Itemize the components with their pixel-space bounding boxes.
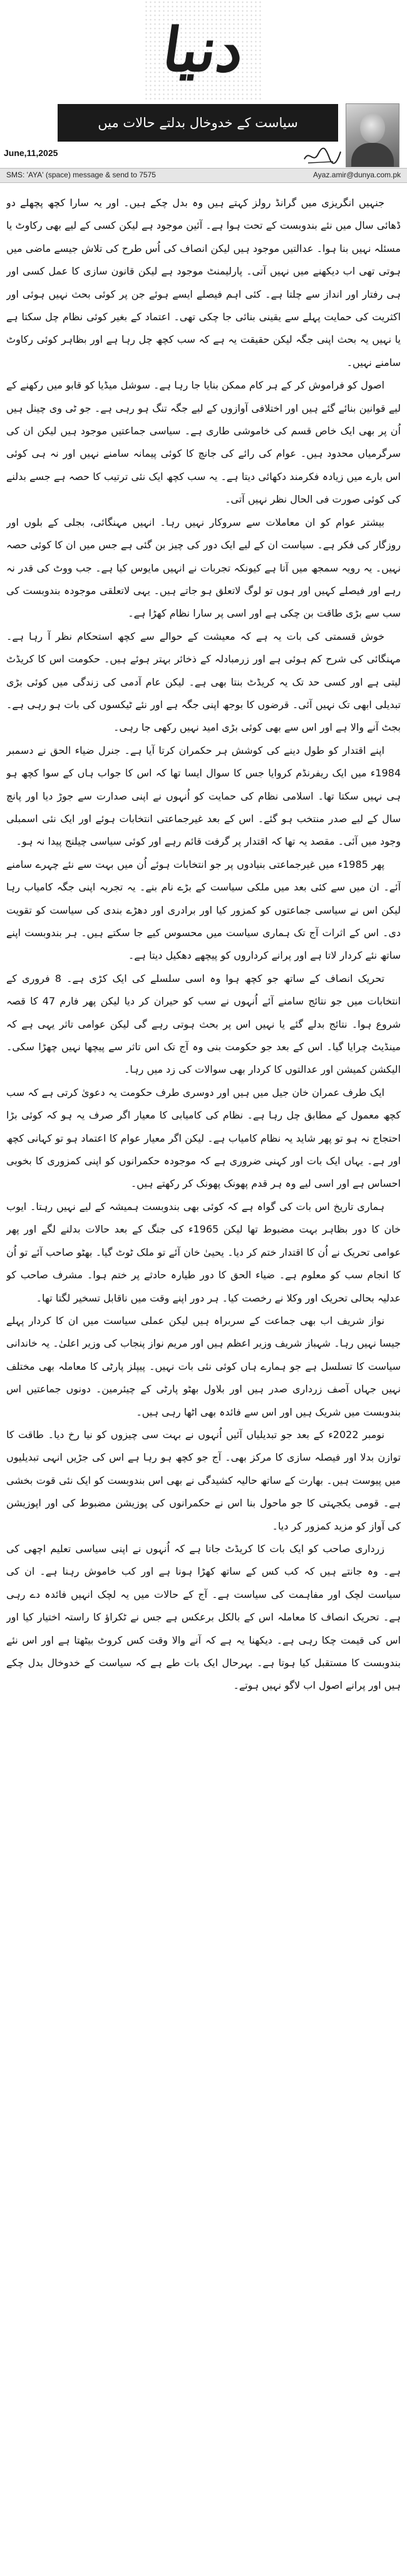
author-signature [302,145,343,167]
article-paragraph: خوش قسمتی کی بات یہ ہے کہ معیشت کے حوالے سے کچھ استحکام نظر آ رہا ہے۔ مہنگائی کی شرح کم ہوئی ہے اور زرمبادلہ کے ذخائر بہتر ہوئے ہیں۔ حکومت اس کا کریڈٹ لیتی ہے اور کسی حد تک یہ کریڈٹ بنتا بھی ہے۔ لیکن عام آدمی کی زندگی میں کوئی بڑی تبدیلی ابھی تک نہیں آئی۔ قرضوں کا بوجھ اپنی جگہ ہے اور نئے ٹیکسوں کی بات ہو رہی ہے۔ بجٹ آنے والا ہے اور اس سے بھی کوئی بڑی امید نہیں رکھی جا رہی۔ [6,630,401,734]
contact-bar [0,168,407,183]
article-paragraph: اصول کو فراموش کر کے ہر کام ممکن بنایا جا رہا ہے۔ سوشل میڈیا کو قابو میں رکھنے کے لیے قوانین بنائے گئے ہیں اور اختلافی آوازوں کے لیے جگہ تنگ ہو رہی ہے۔ جو ٹی وی چینل ہیں اُن پر بھی ایک خاص قسم کی خاموشی طاری ہے۔ سیاسی جماعتیں موجود ہیں لیکن ان کی سرگرمیاں محدود ہیں۔ عوام کی رائے کی جانچ کا کوئی پیمانہ سامنے نہیں اور نہ ہی کوئی اس بارے میں زیادہ فکرمند دکھائی دیتا ہے۔ یہ سب کچھ ایک نئی ترتیب کا حصہ ہے جسے بدلنے کی کوئی صورت فی الحال نظر نہیں آتی۔ [6,379,401,506]
author-photo-body [351,143,394,167]
column-title-banner [58,104,338,142]
logo-text: دنیا [158,14,249,85]
publish-date: June,11,2025 [4,148,58,158]
article-paragraph: پھر 1985ء میں غیرجماعتی بنیادوں پر جو انتخابات ہوئے اُن میں بہت سے نئے چہرے سامنے آئے۔ ان میں سے کئی بعد میں ملکی سیاست کے بڑے نام بنے۔ یہ تجربہ اپنی جگہ کامیاب رہا لیکن اس نے سیاسی جماعتوں کو کمزور کیا اور برادری اور دھڑے بندی کی سیاست کو تقویت دی۔ اس کے اثرات آج تک ہماری سیاست میں محسوس کیے جا سکتے ہیں۔ ہر بندوبست اپنے ساتھ نئے کردار لاتا ہے اور پرانے کرداروں کو پیچھے دھکیل دیتا ہے۔ [6,858,401,962]
article-paragraph: بیشتر عوام کو ان معاملات سے سروکار نہیں رہا۔ انہیں مہنگائی، بجلی کے بلوں اور روزگار کی فکر ہے۔ سیاست ان کے لیے ایک دور کی چیز بن گئی ہے جس میں ان کا کوئی حصہ نہیں۔ یہ رویہ سمجھ میں آتا ہے کیونکہ تجربات نے انہیں مایوس کیا ہے۔ جب ووٹ کی قدر نہ رہے اور فیصلے کہیں اور ہوں تو لوگ لاتعلق ہو جاتے ہیں۔ یہی لاتعلقی موجودہ بندوبست کی سب سے بڑی طاقت بن چکی ہے اور اسی پر سارا نظام کھڑا ہے۔ [6,516,401,620]
column-title: سیاست کے خدوخال بدلتے حالات میں [98,115,298,130]
article-paragraph: جنہیں انگریزی میں گرانڈ رولز کہتے ہیں وہ بدل چکے ہیں۔ اور یہ سارا کچھ پچھلے دو ڈھائی سال میں نئے بندوبست کے تحت ہوا ہے۔ آئین موجود ہے لیکن کسی کے لیے بھی رکاوٹ یا مسئلہ نہیں بنا ہوا۔ عدالتیں موجود ہیں لیکن انصاف کی اُس طرح کی تلاش جیسے ماضی میں ہوتی تھی اب دیکھنے میں نہیں آتی۔ پارلیمنٹ موجود ہے لیکن قانون سازی کا عمل کسی اور ہی رفتار اور انداز سے چلتا ہے۔ کئی اہم فیصلے ایسے ہوئے جن پر کوئی بحث نہیں ہوئی اور اکثریت کی حمایت پہلے سے یقینی بنائی جا چکی تھی۔ اعتماد کے بغیر کوئی نظام چل سکتا ہے یا نہیں یہ بحث اپنی جگہ لیکن حقیقت یہ ہے کہ سب کچھ چل رہا ہے اور بظاہر کوئی رکاوٹ سامنے نہیں۔ [6,197,401,368]
author-photo [346,103,399,167]
article-paragraph: ہماری تاریخ اس بات کی گواہ ہے کہ کوئی بھی بندوبست ہمیشہ کے لیے نہیں رہتا۔ ایوب خان کا دور بظاہر بہت مضبوط تھا لیکن 1965ء کی جنگ کے بعد حالات بدلنے لگے اور پھر عوامی تحریک نے اُن کا اقتدار ختم کر دیا۔ یحییٰ خان آئے تو ملک ٹوٹ گیا۔ بھٹو صاحب آئے تو اُن کا انجام سب کو معلوم ہے۔ ضیاء الحق کا دور طیارہ حادثے پر ختم ہوا۔ مشرف صاحب کو عدلیہ بحالی تحریک اور وکلا نے رخصت کیا۔ ہر دور اپنے وقت میں ناقابل تسخیر لگتا تھا۔ [6,1200,401,1304]
dunya-logo [144,0,263,100]
masthead [0,0,407,188]
article-paragraph: اپنے اقتدار کو طول دینے کی کوشش ہر حکمران کرتا آیا ہے۔ جنرل ضیاء الحق نے دسمبر 1984ء میں ایک ریفرنڈم کروایا جس کا سوال ایسا تھا کہ اس کا جواب ہاں کے سوا کچھ ہو ہی نہیں سکتا تھا۔ اسلامی نظام کی حمایت کو اُنہوں نے اپنی صدارت سے جوڑ دیا اور پانچ سال کے لیے صدر منتخب ہو گئے۔ اس کے بعد غیرجماعتی انتخابات ہوئے اور ایک نئی اسمبلی وجود میں آئی۔ مقصد یہ تھا کہ اقتدار پر گرفت قائم رہے اور کوئی سیاسی چیلنج پیدا نہ ہو۔ [6,744,401,848]
article-body [6,192,401,2567]
author-email: Ayaz.amir@dunya.com.pk [312,170,401,179]
article-paragraph: تحریک انصاف کے ساتھ جو کچھ ہوا وہ اسی سلسلے کی ایک کڑی ہے۔ 8 فروری کے انتخابات میں جو نتائج سامنے آئے اُنہوں نے سب کو حیران کر دیا لیکن پھر فارم 47 کا قصہ شروع ہوا۔ نتائج بدلے گئے یا نہیں اس پر بحث ہوتی رہے گی لیکن عوامی تاثر یہی ہے کہ مینڈیٹ چرایا گیا۔ اس کے بعد جو حکومت بنی وہ آج تک اس تاثر سے پیچھا نہیں چھڑا سکی۔ الیکشن کمیشن اور عدالتوں کا کردار بھی سوالات کی زد میں رہا۔ [6,972,401,1076]
article-paragraph: ایک طرف عمران خان جیل میں ہیں اور دوسری طرف حکومت یہ دعویٰ کرتی ہے کہ سب کچھ معمول کے مطابق چل رہا ہے۔ نظام کی کامیابی کا معیار اگر صرف یہ ہو کہ کوئی بڑا احتجاج نہ ہو تو پھر شاید یہ نظام کامیاب ہے۔ لیکن اگر معیار عوام کا اعتماد ہو تو کہانی کچھ اور ہے۔ یہاں ایک بات اور کہنی ضروری ہے کہ موجودہ حکمرانوں کو اپنی کمزوری کا بخوبی احساس ہے اور اسی لیے وہ ہر قدم پھونک پھونک کر رکھتے ہیں۔ [6,1086,401,1190]
sms-instruction: SMS: 'AYA' (space) message & send to 7575 [6,170,156,179]
article-paragraph: زرداری صاحب کو ایک بات کا کریڈٹ جاتا ہے کہ اُنہوں نے اپنی سیاسی تعلیم اچھی کی ہے۔ وہ جانتے ہیں کہ کب کس کے ساتھ کھڑا ہونا ہے اور کب خاموش رہنا ہے۔ ان کی سیاست لچک اور مفاہمت کی سیاست ہے۔ آج کے حالات میں یہ لچک انہیں فائدہ دے رہی ہے۔ تحریک انصاف کا معاملہ اس کے بالکل برعکس ہے جس نے ٹکراؤ کا راستہ اختیار کیا اور اس کی قیمت چکا رہی ہے۔ دیکھنا یہ ہے کہ آنے والا وقت کس کروٹ بیٹھتا ہے اور اس نئے بندوبست کا مستقبل کیا ہوتا ہے۔ بہرحال ایک بات طے ہے کہ سیاست کے خدوخال بدل چکے ہیں اور پرانے اصول اب لاگو نہیں ہوتے۔ [6,1542,401,1692]
article-paragraph: نومبر 2022ء کے بعد جو تبدیلیاں آئیں اُنہوں نے بہت سی چیزوں کو نیا رخ دیا۔ طاقت کا توازن بدلا اور فیصلہ سازی کا مرکز بھی۔ آج جو کچھ ہو رہا ہے اس کی جڑیں انہی تبدیلیوں میں پیوست ہیں۔ بھارت کے ساتھ حالیہ کشیدگی نے بھی اس بندوبست کو ایک نئی قوت بخشی ہے۔ قومی یکجہتی کا جو ماحول بنا اس نے حکمرانوں کی پوزیشن مضبوط کی اور اپوزیشن کی آواز کو مزید کمزور کر دیا۔ [6,1428,401,1532]
article-paragraph: نواز شریف اب بھی جماعت کے سربراہ ہیں لیکن عملی سیاست میں ان کا کردار پہلے جیسا نہیں رہا۔ شہباز شریف وزیر اعظم ہیں اور مریم نواز پنجاب کی وزیر اعلیٰ۔ یہ خاندانی سیاست کا تسلسل ہے جو ہمارے ہاں کوئی نئی بات نہیں۔ پیپلز پارٹی کا معاملہ بھی مختلف نہیں جہاں آصف زرداری صدر ہیں اور بلاول بھٹو پارٹی کے چیئرمین۔ دونوں جماعتیں اس بندوبست میں شریک ہیں اور اس سے فائدہ بھی اٹھا رہی ہیں۔ [6,1314,401,1418]
author-photo-head [360,113,385,143]
